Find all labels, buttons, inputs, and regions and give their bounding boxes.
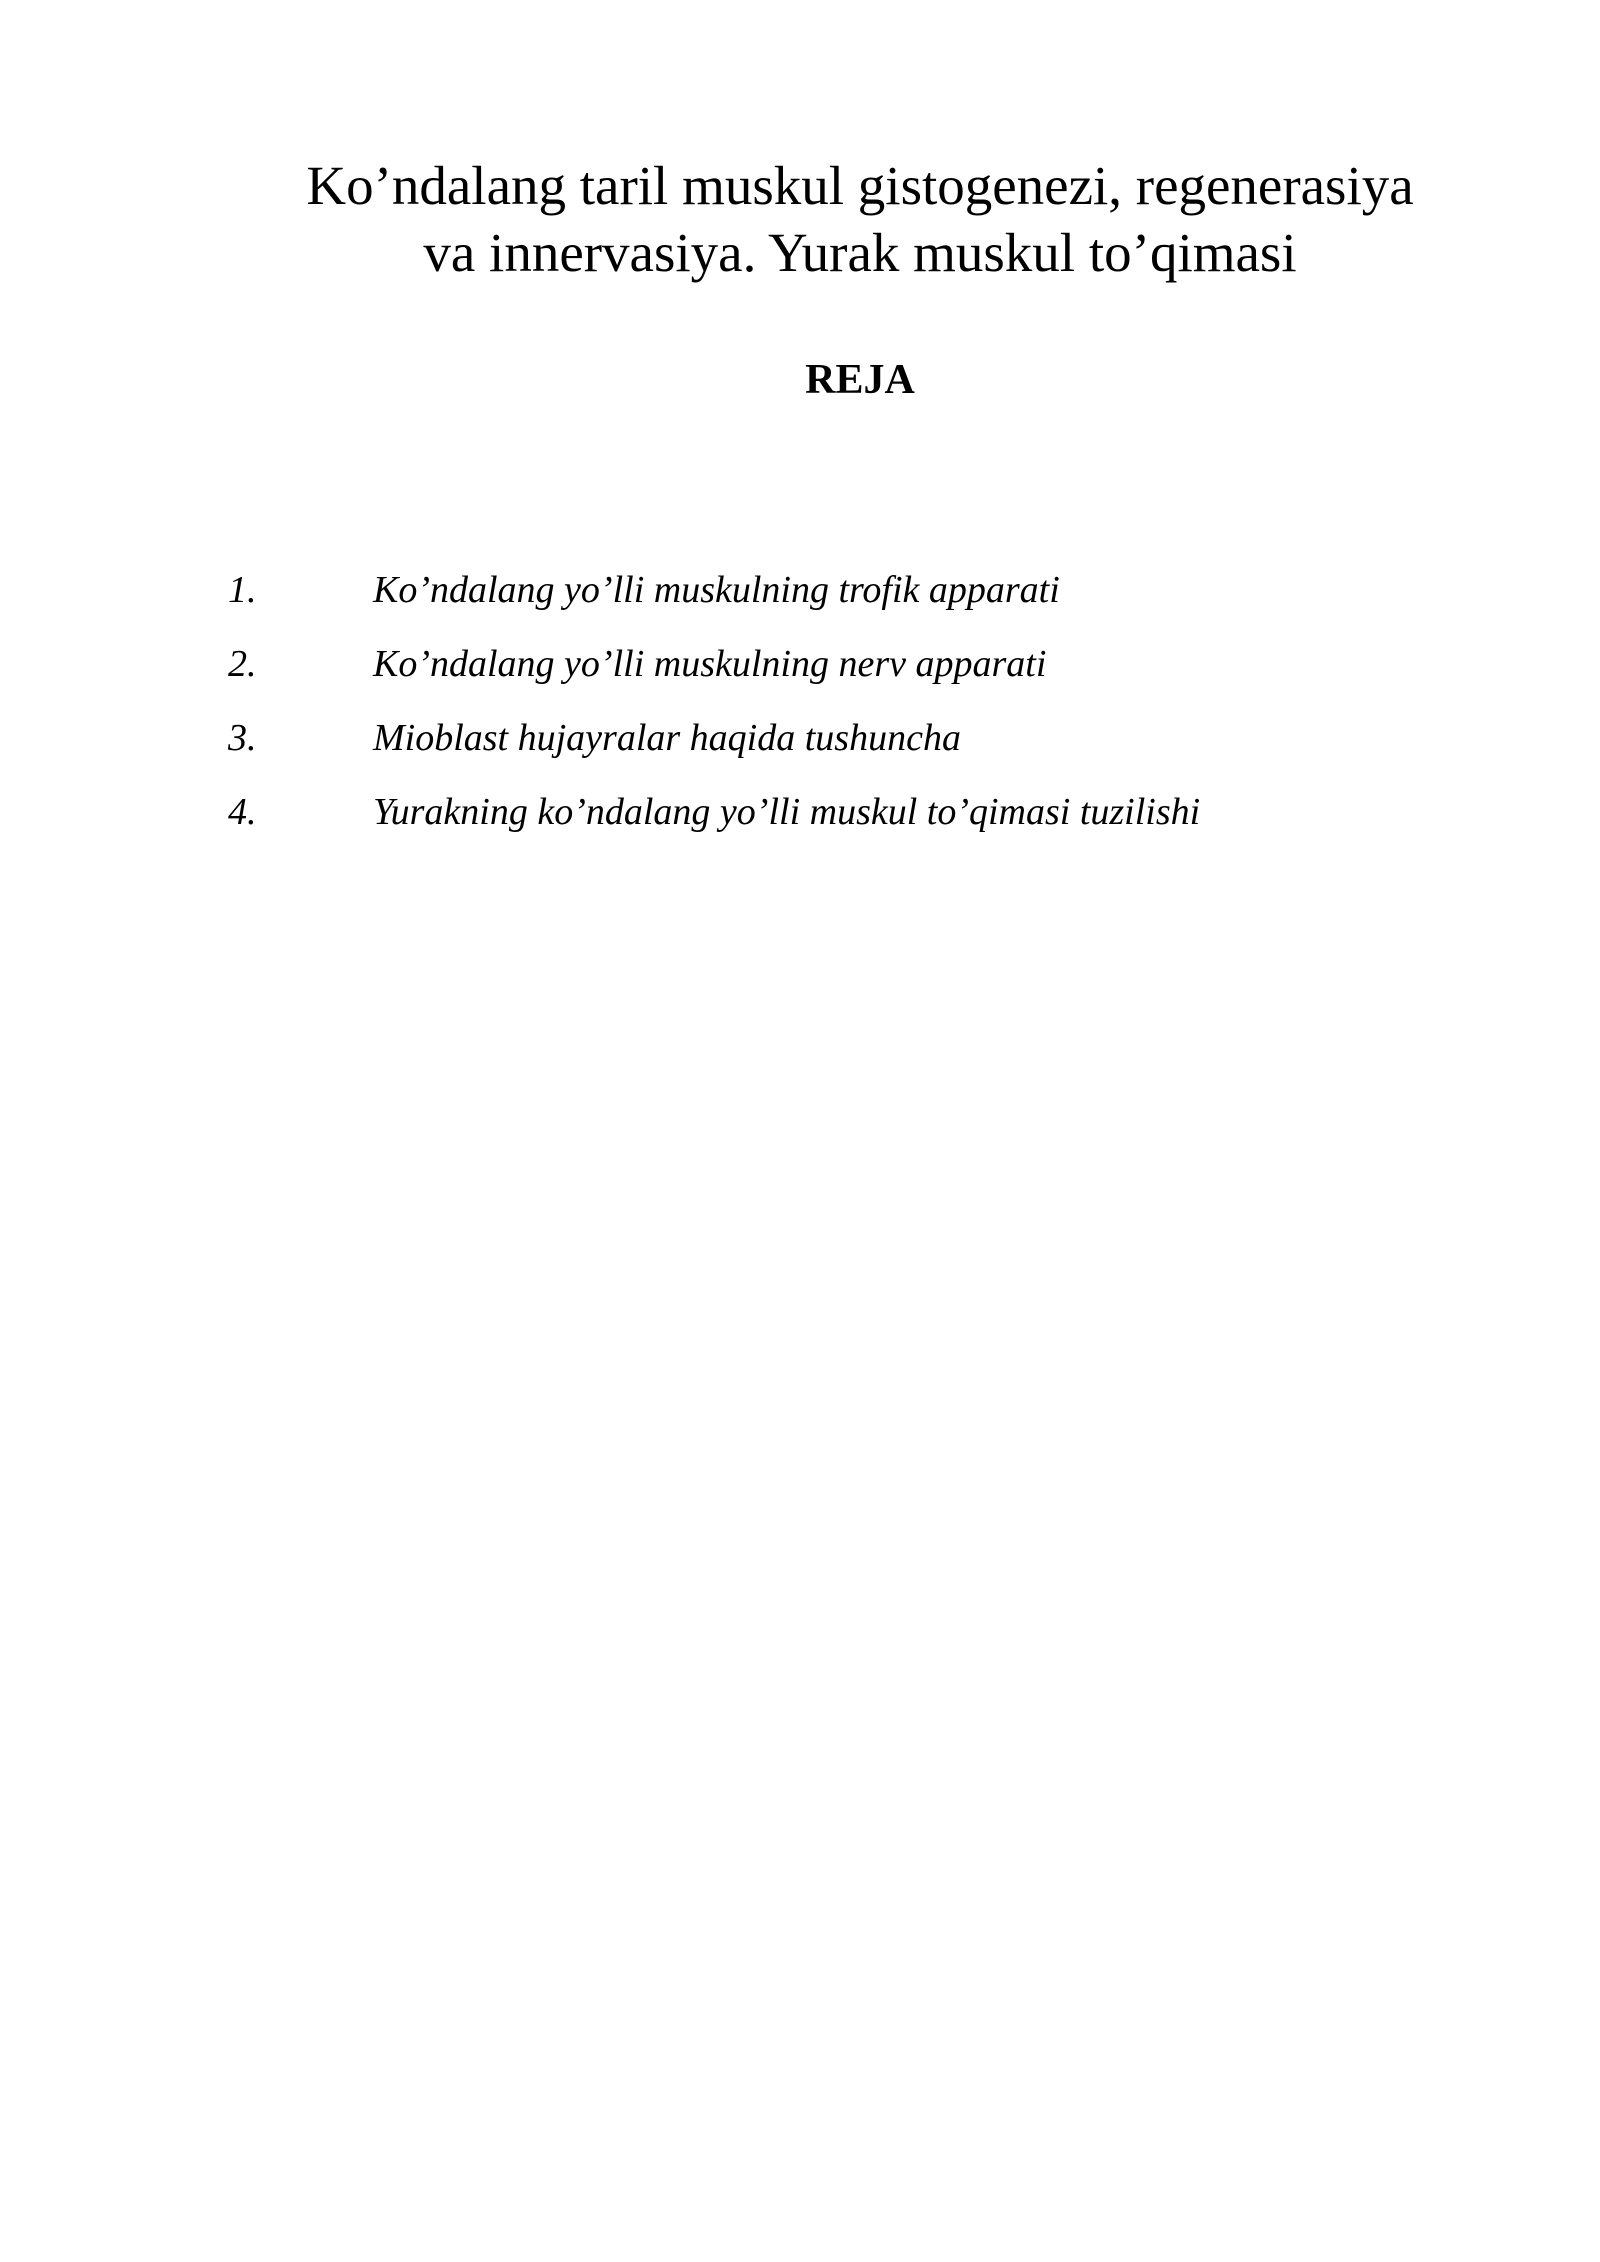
plan-item-number: 1.: [228, 569, 257, 611]
plan-item-4: [228, 787, 1428, 861]
plan-heading: REJA: [805, 357, 915, 403]
title-line-1: Ko’ndalang taril muskul gistogenezi, regenerasiya: [306, 155, 1414, 216]
plan-item-text: Ko’ndalang yo’lli muskulning trofik apparati: [373, 569, 1060, 611]
plan-item-3: [228, 713, 1428, 787]
plan-list: [228, 565, 1428, 861]
plan-item-number: 4.: [228, 791, 257, 833]
plan-item-1: [228, 565, 1428, 639]
document-title: [230, 152, 1490, 286]
title-line-2: va innervasiya. Yurak muskul to’qimasi: [423, 222, 1297, 283]
plan-item-text: Yurakning ko’ndalang yo’lli muskul to’qimasi tuzilishi: [373, 791, 1201, 833]
plan-item-number: 3.: [228, 717, 257, 759]
plan-item-2: [228, 639, 1428, 713]
plan-item-text: Ko’ndalang yo’lli muskulning nerv apparati: [373, 643, 1047, 685]
plan-item-text: Mioblast hujayralar haqida tushuncha: [373, 717, 961, 759]
plan-item-number: 2.: [228, 643, 257, 685]
